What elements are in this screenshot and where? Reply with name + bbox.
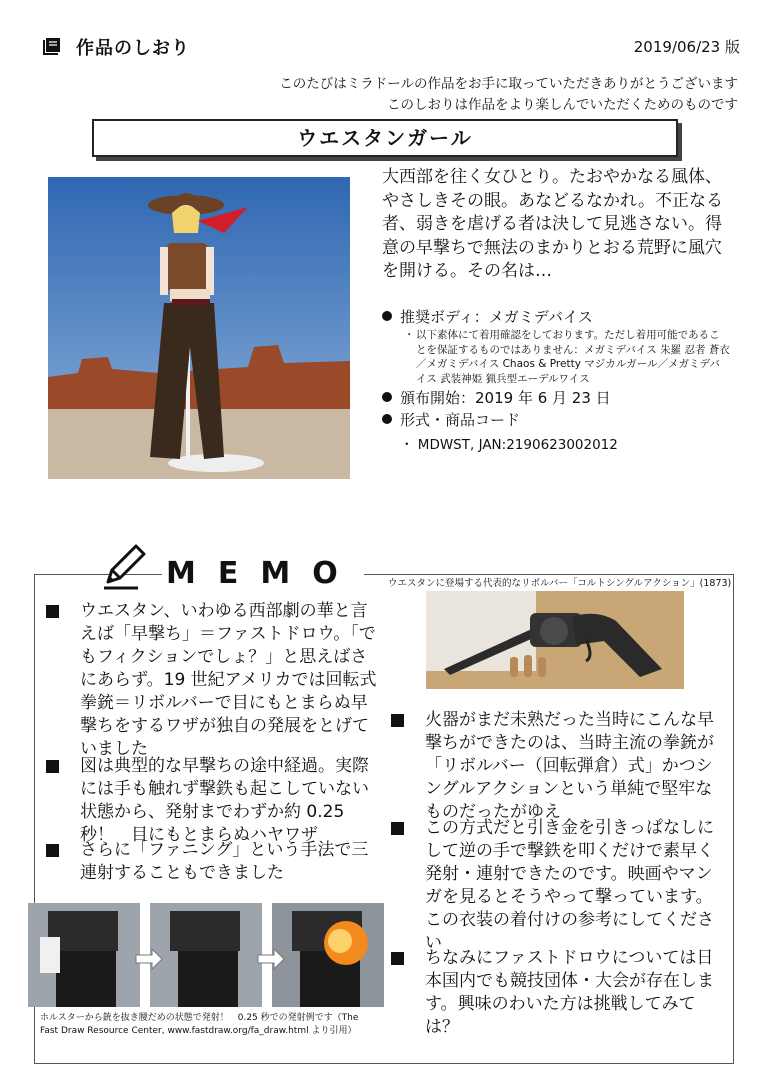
- book-icon: [42, 36, 64, 56]
- memo-text: ちなみにファストドロウについては日本国内でも競技団体・大会が存在します。興味のわいた方は挑戦してみては？: [425, 948, 714, 1037]
- pencil-icon: [98, 540, 150, 592]
- bullet-square: [391, 714, 404, 727]
- doll-photo: [48, 177, 350, 479]
- memo-item-right-1: [425, 709, 721, 824]
- edition-date: 2019/06/23 版: [633, 38, 740, 56]
- revolver-photo: [426, 591, 684, 689]
- memo-text: この方式だと引き金を引きっぱなしにして逆の手で撃鉄を叩くだけで素早く発射・連射できたのです。映画やマンガを見るとそうやって撃っています。この衣装の着付けの参考にしてください: [425, 818, 714, 953]
- spec-release: [382, 387, 611, 408]
- memo-item-left-3: [80, 839, 380, 885]
- spec-code: [382, 409, 520, 430]
- memo-text: 図は典型的な早撃ちの途中経過。実際には手も触れず撃鉄も起こしていない状態から、発射までわずか約 0.25 秒！ 目にもとまらぬハヤワザ: [80, 756, 369, 845]
- bullet-dot: [382, 392, 392, 402]
- bullet-square: [46, 760, 59, 773]
- code-label: 形式・商品コード: [400, 411, 521, 429]
- fast-draw-caption: ホルスターから銃を抜き腰だめの状態で発射！ 0.25 秒での発射例です（The Fast Draw Resource Center, www.fastdraw.org/fa_draw.html より引用）: [40, 1013, 359, 1036]
- bullet-square: [46, 605, 59, 618]
- bullet-dot: [382, 311, 392, 321]
- memo-text: さらに「ファニング」という手法で三連射することもできました: [80, 840, 369, 883]
- bullet-square: [391, 822, 404, 835]
- release-text: 頒布開始：2019 年 6 月 23 日: [400, 389, 611, 407]
- fast-draw-sequence-photos: [28, 903, 384, 1007]
- body-compat-note-text: 以下素体にて着用確認をしております。ただし着用可能であることを保証するものではありません：メガミデバイス 朱羅 忍者 蒼衣／メガミデバイス Chaos & Pretty マジカルガール／メガミデバイス 武装神姫 猟兵型エーデルワイス: [416, 329, 730, 385]
- product-name-box: ウエスタンガール: [92, 119, 678, 157]
- memo-item-right-2: [425, 817, 721, 955]
- note-mark: ・: [404, 329, 415, 341]
- memo-item-right-3: [425, 947, 721, 1039]
- page-title: 作品のしおり: [76, 38, 190, 59]
- body-compat-note: [404, 328, 730, 386]
- memo-item-left-1: [80, 600, 380, 761]
- greeting-line-1: このたびはミラドールの作品をお手に取っていただきありがとうございます: [279, 76, 738, 92]
- memo-item-left-2: [80, 755, 380, 847]
- recommended-body-text: 推奨ボディ：メガミデバイス: [400, 308, 593, 326]
- product-code: ・ MDWST, JAN:2190623002012: [400, 437, 618, 453]
- memo-text: 火器がまだ未熟だった当時にこんな早撃ちができたのは、当時主流の拳銃が「リボルバー（回転弾倉）式」かつシングルアクションという単純で堅牢なものだったがゆえ: [425, 710, 714, 822]
- greeting-line-2: このしおりは作品をより楽しんでいただくためのものです: [387, 97, 738, 113]
- memo-title: MEMO: [162, 556, 364, 591]
- memo-text: ウエスタン、いわゆる西部劇の華と言えば「早撃ち」＝ファストドロウ。「でもフィクションでしょ？」と思えばさにあらず。19 世紀アメリカでは回転式拳銃＝リボルバーで目にもとまらぬ早撃ちをするワザが独自の発展をとげていました: [80, 601, 377, 759]
- spec-recommended-body: [382, 306, 593, 327]
- bullet-dot: [382, 414, 392, 424]
- product-intro: 大西部を往く女ひとり。たおやかなる風体、やさしきその眼。あなどるなかれ。不正なる者、弱きを虐げる者は決して見逃さない。得意の早撃ちで無法のまかりとおる荒野に風穴を開ける。その名は…: [382, 167, 724, 281]
- bullet-square: [46, 844, 59, 857]
- revolver-caption: ウエスタンに登場する代表的なリボルバー「コルトシングルアクション」(1873): [388, 578, 732, 589]
- bullet-square: [391, 952, 404, 965]
